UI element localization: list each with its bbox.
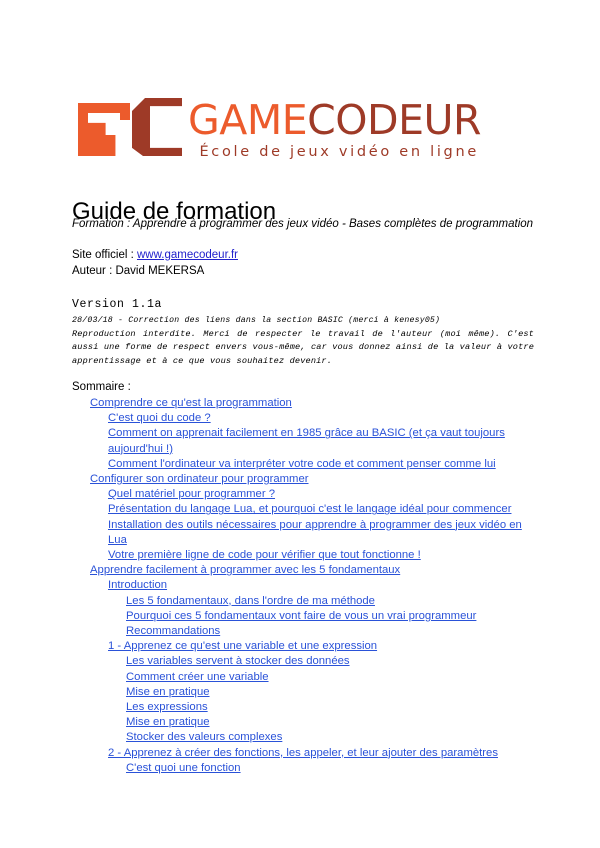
toc-link-label: Les expressions [126,701,208,714]
toc-link-label: Recommandations [126,625,221,638]
version-number: Version 1.1a [72,298,163,311]
toc-link-label: C'est quoi une fonction [126,761,241,774]
toc-link[interactable] [72,746,532,761]
toc-link-label: Installation des outils nécessaires pour apprendre à programmer des jeux vidéo en Lua [108,518,522,546]
logo-tagline: École de jeux vidéo en ligne [199,144,479,160]
toc-link-label: Introduction [108,579,168,592]
toc-link-label: 2 - Apprenez à créer des fonctions, les appeler, et leur ajouter des paramètres [108,746,498,759]
toc-link[interactable] [72,700,532,715]
logo-wordmark [188,96,481,144]
toc-link[interactable] [72,639,532,654]
page-subtitle: Formation : Apprendre à programmer des jeux vidéo - Bases complètes de programmation [72,218,534,230]
toc-link-label: Comprendre ce qu'est la programmation [90,397,292,409]
toc-link[interactable] [72,472,532,487]
toc-link-label: Comment créer une variable [126,670,269,683]
toc-link-label: Comment on apprenait facilement en 1985 grâce au BASIC (et ça vaut toujours aujourd'hui !) [108,427,505,455]
toc-link[interactable] [72,609,532,624]
toc-link[interactable] [72,411,532,426]
toc-link[interactable] [72,563,532,578]
gc-monogram-icon [78,98,182,156]
toc-link[interactable] [72,426,532,456]
toc-link[interactable] [72,594,532,609]
logo-text-group [188,98,481,161]
summary-heading: Sommaire : [72,381,131,393]
toc-link-label: Configurer son ordinateur pour programmer [90,473,309,486]
toc-link[interactable] [72,518,532,548]
logo-word-game: GAME [188,96,308,144]
official-site-line [72,247,238,263]
toc-link[interactable] [72,624,532,639]
toc-link-label: Stocker des valeurs complexes [126,731,283,744]
toc-link[interactable] [72,654,532,669]
table-of-contents [72,396,532,776]
toc-link[interactable] [72,761,532,776]
toc-link-label: Les 5 fondamentaux, dans l'ordre de ma méthode [126,594,375,607]
toc-link[interactable] [72,670,532,685]
toc-link[interactable] [72,578,532,593]
logo-word-codeur: CODEUR [307,96,481,144]
toc-link[interactable] [72,715,532,730]
toc-link[interactable] [72,487,532,502]
toc-link-label: C'est quoi du code ? [108,412,211,425]
toc-link-label: Mise en pratique [126,716,210,729]
logo-letter-g-shape [78,103,130,156]
version-block [72,297,440,327]
author-line: Auteur : David MEKERSA [72,265,205,277]
toc-link-label: Mise en pratique [126,685,210,698]
toc-link-label: Apprendre facilement à programmer avec les 5 fondamentaux [90,564,401,577]
official-site-label: Site officiel : [72,249,137,261]
toc-link-label: Présentation du langage Lua, et pourquoi c'est le langage idéal pour commencer [108,503,512,516]
version-changelog: 28/03/18 - Correction des liens dans la section BASIC (merci à kenesy05) [72,316,441,325]
toc-link-label: Quel matériel pour programmer ? [108,488,276,501]
document-meta [72,247,238,279]
toc-link[interactable] [72,396,532,411]
toc-link[interactable] [72,457,532,472]
gamecodeur-logo [78,98,522,166]
toc-link-label: Comment l'ordinateur va interpréter votre code et comment penser comme lui [108,457,496,470]
toc-link-label: Les variables servent à stocker des données [126,655,350,668]
legal-notice: Reproduction interdite. Merci de respecter le travail de l'auteur (moi même). C'est aussi une forme de respect envers vous-même, car vous donnez ainsi de la valeur à votre apprentissage et à ce que vous souhaitez devenir. [72,329,534,366]
toc-link[interactable] [72,685,532,700]
official-site-link[interactable]: www.gamecodeur.fr [137,249,238,261]
toc-link-label: Pourquoi ces 5 fondamentaux vont faire de vous un vrai programmeur [126,609,477,622]
logo-letter-c-shape [132,98,182,156]
toc-link[interactable] [72,548,532,563]
toc-link[interactable] [72,730,532,745]
page-title: Guide de formation [72,198,277,226]
toc-link[interactable] [72,502,532,517]
toc-link-label: 1 - Apprenez ce qu'est une variable et une expression [108,640,378,653]
toc-link-label: Votre première ligne de code pour vérifier que tout fonctionne ! [108,549,421,562]
